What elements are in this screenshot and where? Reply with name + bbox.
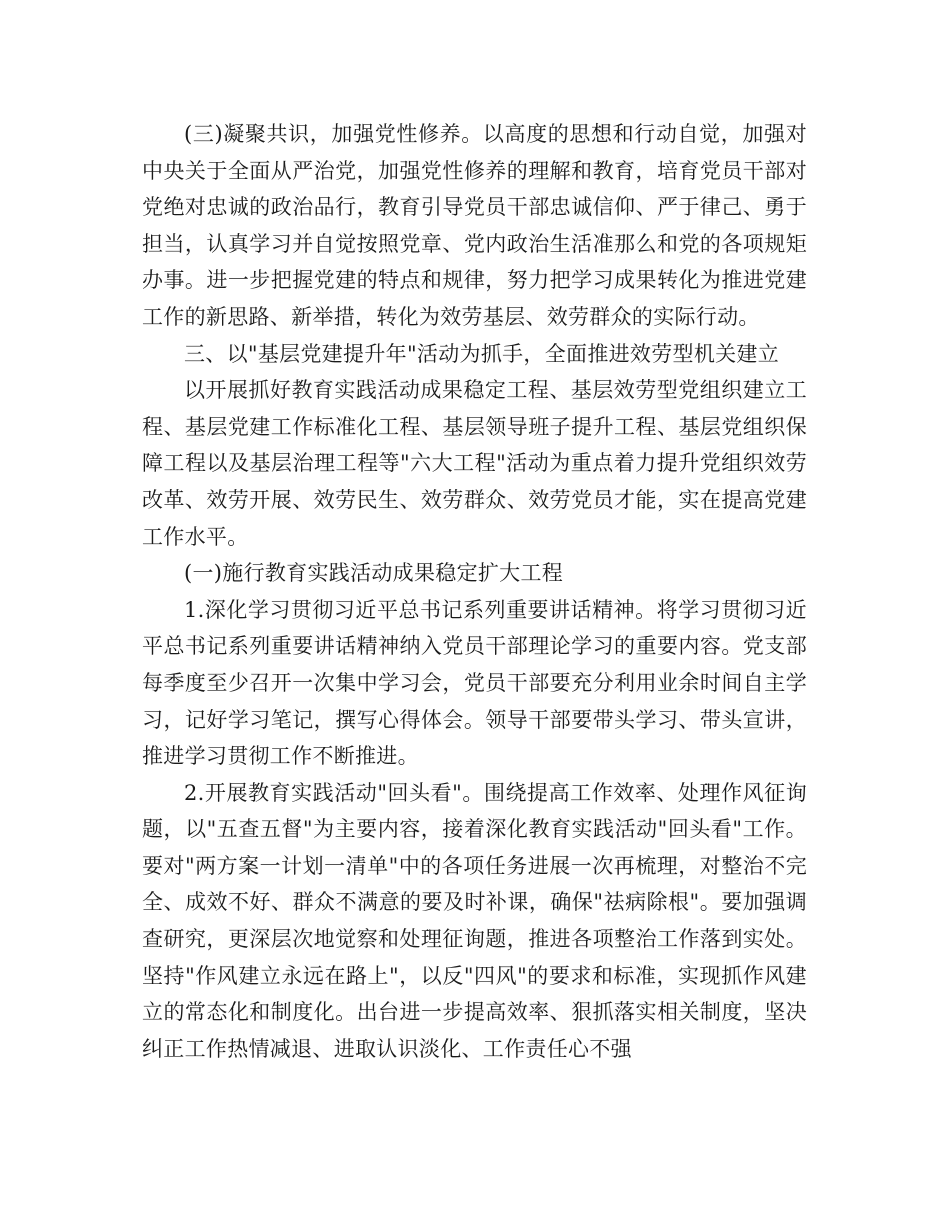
document-body <box>142 116 807 1067</box>
paragraph-item-2: 2.开展教育实践活动"回头看"。围绕提高工作效率、处理作风征询题，以"五查五督"为主要内容，接着深化教育实践活动"回头看"工作。要对"两方案一计划一清单"中的各项任务进展一次再梳理，对整治不完全、成效不好、群众不满意的要及时补课，确保"祛病除根"。要加强调查研究，更深层次地觉察和处理征询题，推进各项整治工作落到实处。坚持"作风建立永远在路上"，以反"四风"的要求和标准，实现抓作风建立的常态化和制度化。出台进一步提高效率、狠抓落实相关制度，坚决纠正工作热情减退、进取认识淡化、工作责任心不强 <box>142 780 807 1061</box>
paragraph-six-projects: 以开展抓好教育实践活动成果稳定工程、基层效劳型党组织建立工程、基层党建工作标准化工程、基层领导班子提升工程、基层党组织保障工程以及基层治理工程等"六大工程"活动为重点着力提升党组织效劳改革、效劳开展、效劳民生、效劳群众、效劳党员才能，实在提高党建工作水平。 <box>142 378 807 549</box>
paragraph-section-3-3: (三)凝聚共识，加强党性修养。以高度的思想和行动自觉，加强对中央关于全面从严治党，加强党性修养的理解和教育，培育党员干部对党绝对忠诚的政治品行，教育引导党员干部忠诚信仰、严于律己、勇于担当，认真学习并自觉按照党章、党内政治生活准那么和党的各项规矩办事。进一步把握党建的特点和规律，努力把学习成果转化为推进党建工作的新思路、新举措，转化为效劳基层、效劳群众的实际行动。 <box>142 122 807 329</box>
paragraph-item-1: 1.深化学习贯彻习近平总书记系列重要讲话精神。将学习贯彻习近平总书记系列重要讲话精神纳入党员干部理论学习的重要内容。党支部每季度至少召开一次集中学习会，党员干部要充分利用业余时间自主学习，记好学习笔记，撰写心得体会。领导干部要带头学习、带头宣讲，推进学习贯彻工作不断推进。 <box>142 597 807 769</box>
heading-subsection-1: (一)施行教育实践活动成果稳定扩大工程 <box>184 561 564 586</box>
heading-section-3: 三、以"基层党建提升年"活动为抓手，全面推进效劳型机关建立 <box>184 341 780 366</box>
